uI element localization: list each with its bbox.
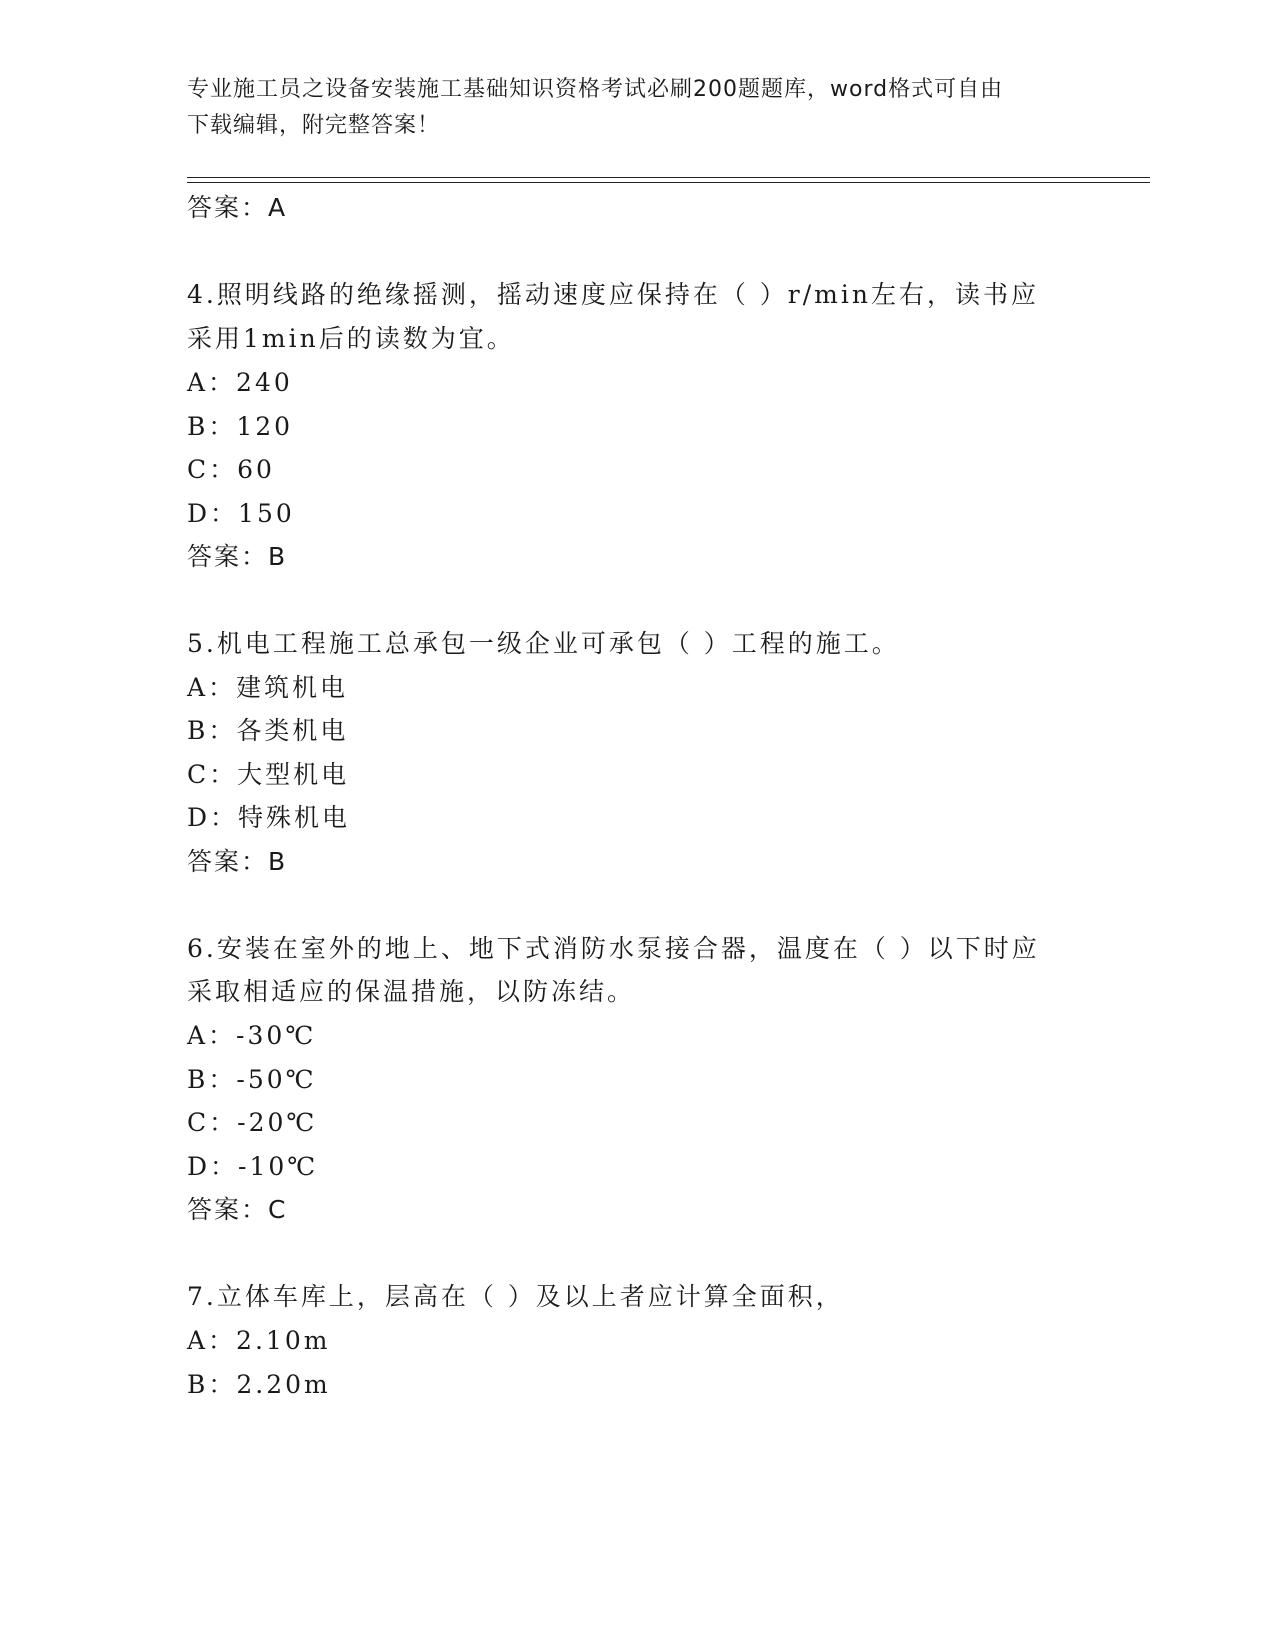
question-4-option-b: B：120: [187, 412, 294, 441]
question-7-option-b: B：2.20m: [187, 1370, 331, 1399]
previous-answer: 答案：A: [187, 193, 288, 222]
question-7-stem-line-1: 7.立体车库上，层高在（ ）及以上者应计算全面积，: [187, 1282, 844, 1311]
question-4-option-d: D：150: [187, 499, 295, 528]
question-6-stem-line-2: 采取相适应的保温措施，以防冻结。: [187, 977, 636, 1006]
question-5-option-b: B：各类机电: [187, 716, 349, 745]
question-5-stem-line-1: 5.机电工程施工总承包一级企业可承包（ ）工程的施工。: [187, 629, 900, 658]
question-6-option-a: A：-30℃: [187, 1021, 317, 1050]
question-5-option-d: D：特殊机电: [187, 803, 351, 832]
question-4-option-c: C：60: [187, 455, 275, 484]
question-4-answer: 答案：B: [187, 542, 288, 571]
question-5-option-a: A：建筑机电: [187, 673, 349, 702]
document-header: [187, 72, 1067, 144]
question-4-stem-line-2: 采用1min后的读数为宜。: [187, 324, 515, 353]
question-6-stem-line-1: 6.安装在室外的地上、地下式消防水泵接合器，温度在（ ）以下时应: [187, 934, 1040, 963]
header-divider-bottom: [187, 182, 1150, 183]
question-4-stem-line-1: 4.照明线路的绝缘摇测，摇动速度应保持在（ ）r/min左右，读书应: [187, 280, 1039, 309]
question-6-option-b: B：-50℃: [187, 1065, 317, 1094]
question-6-answer: 答案：C: [187, 1195, 288, 1224]
question-6-option-c: C：-20℃: [187, 1108, 318, 1137]
question-4-option-a: A：240: [187, 368, 293, 397]
question-5-option-c: C：大型机电: [187, 760, 350, 789]
header-line-2: 下载编辑，附完整答案！: [187, 113, 441, 138]
question-5-answer: 答案：B: [187, 847, 288, 876]
question-7-option-a: A：2.10m: [187, 1326, 331, 1355]
header-divider-top: [187, 177, 1150, 178]
question-6-option-d: D：-10℃: [187, 1152, 319, 1181]
header-line-1: 专业施工员之设备安装施工基础知识资格考试必刷200题题库，word格式可自由: [187, 77, 1004, 102]
